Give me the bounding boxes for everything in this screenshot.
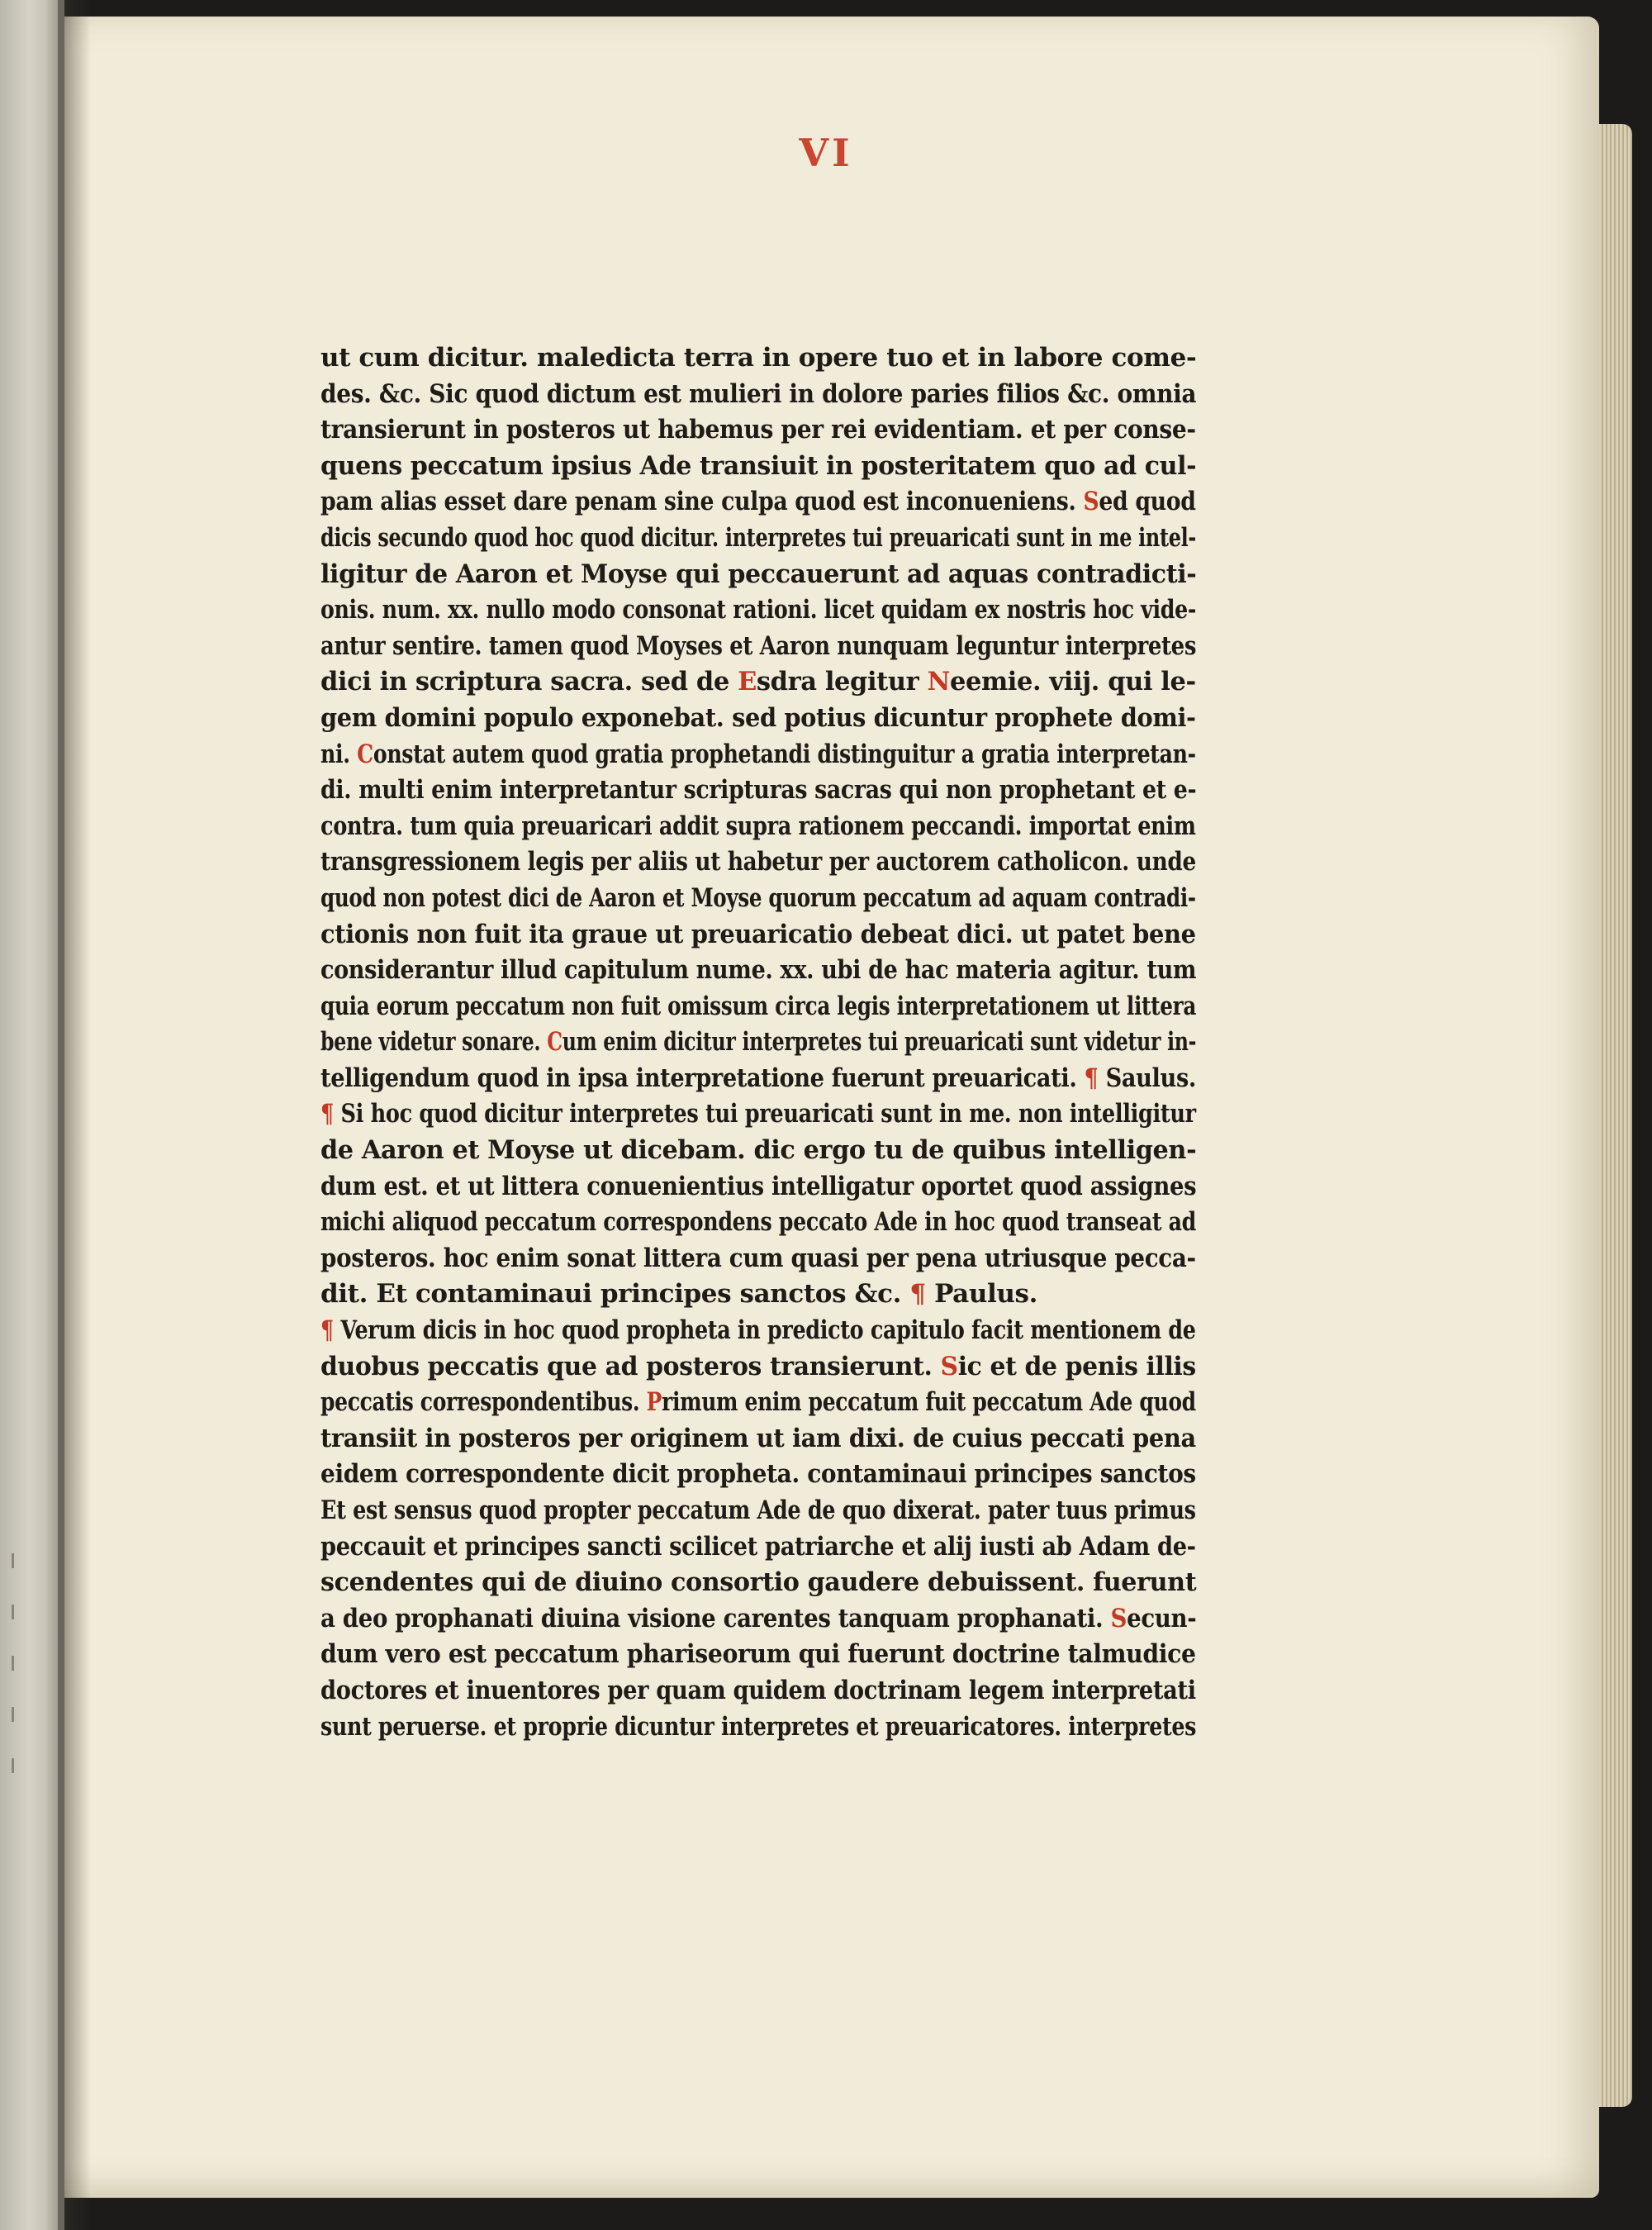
text-line [320,1637,1196,1673]
folio-number: VI [799,131,853,175]
text-line [320,377,1197,413]
text-segment: sunt peruerse. et proprie dicuntur interpretes et preuaricatores. interpretes [320,1711,1197,1742]
rubricated-initial: S [940,1351,958,1381]
text-segment: transgressionem legis per aliis ut habetur per auctorem catholicon. unde [320,847,1196,877]
text-segment: onstat autem quod gratia prophetandi distinguitur a gratia interpretan- [373,739,1196,769]
text-segment: peccatis correspondentibus. [320,1387,647,1418]
text-line [320,737,1196,773]
text-line [320,1133,1197,1169]
text-segment: quia eorum peccatum non fuit omissum circa legis interpretationem ut littera [320,991,1197,1021]
text-segment: des. &c. Sic quod dictum est mulieri in dolore paries filios &c. omnia [320,378,1197,409]
pilcrow-mark: ¶ [320,1315,341,1346]
text-segment: transiit in posteros per originem ut iam dixi. de cuius peccati pena [320,1423,1196,1453]
rubricated-initial: S [1110,1603,1127,1633]
text-line [320,1169,1197,1205]
text-line [320,1349,1196,1386]
text-segment: onis. num. xx. nullo modo consonat rationi. licet quidam ex nostris hoc vide- [320,595,1196,625]
text-segment: peccauit et principes sancti scilicet patriarche et alij iusti ab Adam de- [320,1531,1196,1562]
text-segment: dit. Et contaminaui principes sanctos &c. [320,1279,910,1310]
text-segment: dum vero est peccatum phariseorum qui fuerunt doctrine talmudice [320,1639,1196,1670]
rubricated-initial: C [357,739,373,769]
text-segment: Et est sensus quod propter peccatum Ade de quo dixerat. pater tuus primus [320,1495,1196,1525]
text-line [320,1421,1196,1457]
text-line [320,1673,1196,1709]
text-segment: eemie. viij. qui le- [949,667,1196,697]
text-segment: doctores et inuentores per quam quidem doctrinam legem interpretati [320,1675,1196,1705]
text-line [320,881,1196,917]
text-line [320,701,1196,737]
text-line [320,1061,1197,1097]
text-segment: dici in scriptura sacra. sed de [320,667,738,697]
text-line [320,1493,1196,1529]
text-segment: gem domini populo exponebat. sed potius dicuntur prophete domi- [320,702,1196,733]
text-line [320,1096,1196,1133]
rubricated-initial: N [927,667,950,697]
text-segment: Si hoc quod dicitur interpretes tui preuaricati sunt in me. non intelligitur [340,1099,1196,1129]
text-line [320,989,1197,1025]
text-segment: scendentes qui de diuino consortio gaudere debuissent. fuerunt [320,1567,1197,1598]
text-line [320,484,1196,521]
text-segment: um enim dicitur interpretes tui preuaricati sunt videtur in- [562,1027,1197,1058]
text-line [320,1565,1197,1601]
text-segment: dicis secundo quod hoc quod dicitur. interpretes tui preuaricati sunt in me intel- [320,522,1196,553]
text-segment: ic et de penis illis [957,1351,1196,1381]
rubricated-initial: S [1083,487,1099,517]
text-line [320,1313,1196,1349]
text-line [320,449,1197,485]
text-line [320,953,1197,989]
text-segment: posteros. hoc enim sonat littera cum quasi per pena utriusque pecca- [320,1243,1196,1273]
text-line [320,809,1196,845]
text-segment: considerantur illud capitulum nume. xx. ubi de hac materia agitur. tum [320,955,1197,986]
text-segment: transierunt in posteros ut habemus per rei evidentiam. et per conse- [320,415,1196,445]
text-line [320,1457,1196,1493]
text-line [320,412,1196,449]
text-segment: quod non potest dici de Aaron et Moyse quorum peccatum ad aquam contradi- [320,882,1196,913]
text-segment: bene videtur sonare. [320,1027,548,1058]
text-segment: de Aaron et Moyse ut dicebam. dic ergo tu de quibus intelligen- [320,1135,1197,1166]
text-segment: a deo prophanati diuina visione carentes tanquam prophanati. [320,1603,1111,1633]
text-line [320,917,1196,953]
text-segment: eidem correspondente dicit propheta. contaminaui principes sanctos [320,1459,1196,1490]
rubricated-initial: P [646,1387,662,1418]
margin-marks [8,1553,20,1801]
text-line [320,1205,1197,1241]
text-line [320,340,1195,377]
pilcrow-mark: ¶ [1084,1063,1106,1093]
text-segment: telligendum quod in ipsa interpretatione fuerunt preuaricati. [320,1063,1085,1093]
rubricated-initial: E [738,667,757,697]
text-segment: Verum dicis in hoc quod propheta in predicto capitulo facit mentionem de [340,1315,1196,1346]
text-line [320,1529,1196,1566]
text-segment: ut cum dicitur. maledicta terra in opere tuo et in labore come- [320,343,1197,373]
fore-edge [1599,124,1632,2107]
text-line [320,1385,1196,1421]
text-segment: di. multi enim interpretantur scripturas sacras qui non prophetant et e- [320,775,1197,806]
text-line [320,629,1197,665]
text-line [320,844,1196,881]
pilcrow-mark: ¶ [320,1099,341,1129]
pilcrow-mark: ¶ [909,1279,935,1310]
text-line [320,1025,1197,1061]
text-segment: ed quod [1099,487,1196,517]
text-line [320,1241,1196,1277]
text-segment: pam alias esset dare penam sine culpa quod est inconueniens. [320,487,1084,517]
text-segment: ctionis non fuit ita graue ut preuaricatio debeat dici. ut patet bene [320,919,1196,949]
text-segment: ni. [320,739,358,769]
text-segment: Saulus. [1105,1063,1197,1093]
text-segment: antur sentire. tamen quod Moyses et Aaron nunquam leguntur interpretes [320,630,1197,661]
text-line [320,664,1196,701]
text-line [320,592,1196,629]
gutter-shadow [58,0,91,2230]
text-segment: contra. tum quia preuaricari addit supra rationem peccandi. importat enim [320,811,1196,841]
text-line [320,557,1197,593]
text-line [320,1709,1197,1746]
text-segment: ecun- [1127,1603,1197,1633]
left-page-edge [0,0,64,2230]
text-block [320,340,1196,1745]
text-segment: quens peccatum ipsius Ade transiuit in posteritatem quo ad cul- [320,450,1197,481]
text-segment: dum est. et ut littera conuenientius intelligatur oportet quod assignes [320,1171,1197,1201]
text-line [320,521,1196,557]
text-segment: Paulus. [934,1279,1037,1310]
text-segment: duobus peccatis que ad posteros transierunt. [320,1351,941,1381]
text-line [320,773,1197,809]
text-segment: sdra legitur [756,667,928,697]
text-line [320,1601,1197,1638]
rubricated-initial: C [547,1027,563,1058]
text-segment: ligitur de Aaron et Moyse qui peccauerunt ad aquas contradicti- [320,559,1197,589]
text-line [320,1277,1196,1313]
text-segment: michi aliquod peccatum correspondens peccato Ade in hoc quod transeat ad [320,1207,1197,1238]
text-segment: rimum enim peccatum fuit peccatum Ade quod [662,1387,1196,1418]
